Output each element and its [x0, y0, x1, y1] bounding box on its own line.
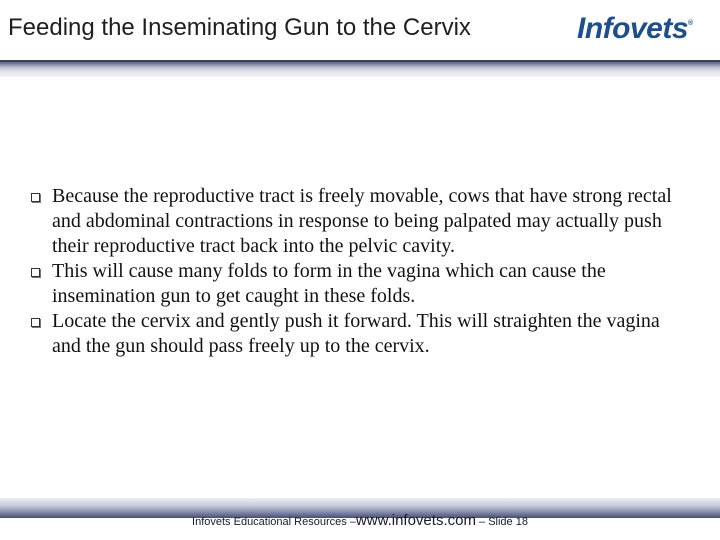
header-rule [0, 60, 720, 77]
footer-slide-number: – Slide 18 [479, 516, 528, 528]
square-bullet-icon [31, 193, 40, 202]
infovets-logo [577, 12, 693, 48]
header-rule-edge [0, 60, 720, 62]
registered-mark: ® [688, 20, 693, 27]
bullet-item-3 [22, 309, 692, 359]
slide-body [22, 184, 692, 359]
slide-footer [0, 512, 720, 529]
bullet-list [22, 184, 692, 359]
bullet-item-1 [22, 184, 692, 259]
square-bullet-icon [31, 268, 40, 277]
logo-text-info: Info [577, 12, 630, 45]
logo-text-vets: vets [629, 12, 689, 45]
slide-title: Feeding the Inseminating Gun to the Cervix [8, 14, 471, 41]
bullet-item-2 [22, 259, 692, 309]
bullet-text-1: Because the reproductive tract is freely movable, cows that have strong rectal and abdominal contractions in response to being palpated may actually push their reproductive tract back into the pelvic cavity. [52, 185, 672, 257]
bullet-text-2: This will cause many folds to form in the vagina which can cause the insemination gun to get caught in these folds. [52, 260, 606, 307]
footer-prefix: Infovets Educational Resources – [192, 516, 356, 528]
square-bullet-icon [31, 318, 40, 327]
footer-url-link[interactable]: www.infovets.com [355, 512, 476, 529]
bullet-text-3: Locate the cervix and gently push it forward. This will straighten the vagina and the gun should pass freely up to the cervix. [52, 310, 660, 357]
